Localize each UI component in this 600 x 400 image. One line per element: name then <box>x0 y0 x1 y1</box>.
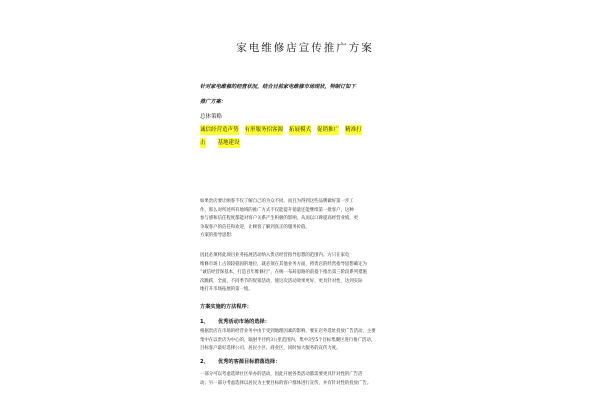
strategy-label: 总体策略 <box>200 114 223 120</box>
item-number: 2、 <box>200 359 209 365</box>
text-line: 集中在以贵店为中心的、辐射半径约3公里范围内，集中3至5个目标集聚区进行推广活动， <box>200 337 376 343</box>
text-line: 目标客户最好选择公司、居民小区、商业区，同时加大服务的宣传力度。 <box>200 346 341 352</box>
text-line: 参与感和信任程度都能对客户关系产生积极的影响，从而以口碑提高经营业绩，更 <box>200 216 359 222</box>
item-1-heading <box>200 318 270 325</box>
main-heading: 方案实施的方法程序： <box>200 304 252 310</box>
strategy-line <box>200 124 410 137</box>
item-heading-text: 优秀活动市场的选择： <box>218 319 270 325</box>
item-2-heading <box>200 358 280 365</box>
text-line: 因此必须将此项目业务拓展活动纳入贵店经营指导思想的范围内。方只在家电 <box>200 253 350 258</box>
text-line: 如果贵店要让顾客不仅了解自己的为众不同，而且为得到这些品牌做好第一步工 <box>200 199 354 204</box>
strategy-item: 击 <box>200 140 206 146</box>
text-line: 争取客户的信任和欢迎，让顾客了解到真正的服务价值。 <box>200 224 310 230</box>
intro-paragraph <box>200 80 410 110</box>
document-page <box>200 30 410 400</box>
text-line: 次跳跃，全面、不同季节的促销活动，使这次活动效果更好、更具针对性，达到实际 <box>200 278 363 284</box>
paragraph-3 <box>200 328 410 354</box>
paragraph-4 <box>200 371 410 388</box>
item-number: 1、 <box>200 319 209 325</box>
text-line: 动；另一部分考虑选择以居民为主要目标的客户群体进行宣传，并有针对性的投放广告。 <box>200 380 372 386</box>
text-line: 作，那么对所述所有地域的推广方式不仅能提升销量还能继续第一批客户，这种 <box>200 207 354 213</box>
strategy-item: 诚信经营造声势 <box>200 127 239 133</box>
strategy-line <box>200 137 410 150</box>
text-line: 一部分可以考虑选择社区举办的活动，因此开展各类活动都需要更具针对性的广告活 <box>200 372 363 377</box>
text-line: 方案的指导思想： <box>200 233 236 239</box>
strategy-item: 拓展模式 <box>289 127 312 133</box>
strategy-item: 有形服务招客源 <box>244 127 284 133</box>
text-line: 根据贵店在市场的经营业务中由于受到地理因素的影响，要在店外选址投放广告活动，主要 <box>200 329 376 334</box>
text-line: 维修市场上占领较稳固的地位，就必须在其他业务方面，将贵店的经营指导思想确定为 <box>200 261 367 267</box>
paragraph-2 <box>200 252 410 295</box>
paragraph-1 <box>200 198 410 241</box>
strategy-item: 促销推广 <box>317 127 340 133</box>
intro-line: 针对家电维修的经营状况，结合目前家电维修市场现状，特制订如下 <box>200 84 356 90</box>
intro-line: 推广方案： <box>200 99 226 105</box>
item-heading-text: 优秀的客源目标群落选择： <box>218 359 281 365</box>
strategy-item: 基地建设 <box>217 140 240 146</box>
text-line: 地打开市场拓展的第一炮。 <box>200 287 253 293</box>
strategy-highlight-block <box>200 124 410 150</box>
text-line: “诚信经营保基本，打造百年维修行”，在统一布局思路的前提下推出第三阶段系列措施 <box>200 270 367 276</box>
document-title: 家电维修店宣传推广方案 <box>236 42 374 54</box>
strategy-item: 精准打 <box>345 127 362 133</box>
